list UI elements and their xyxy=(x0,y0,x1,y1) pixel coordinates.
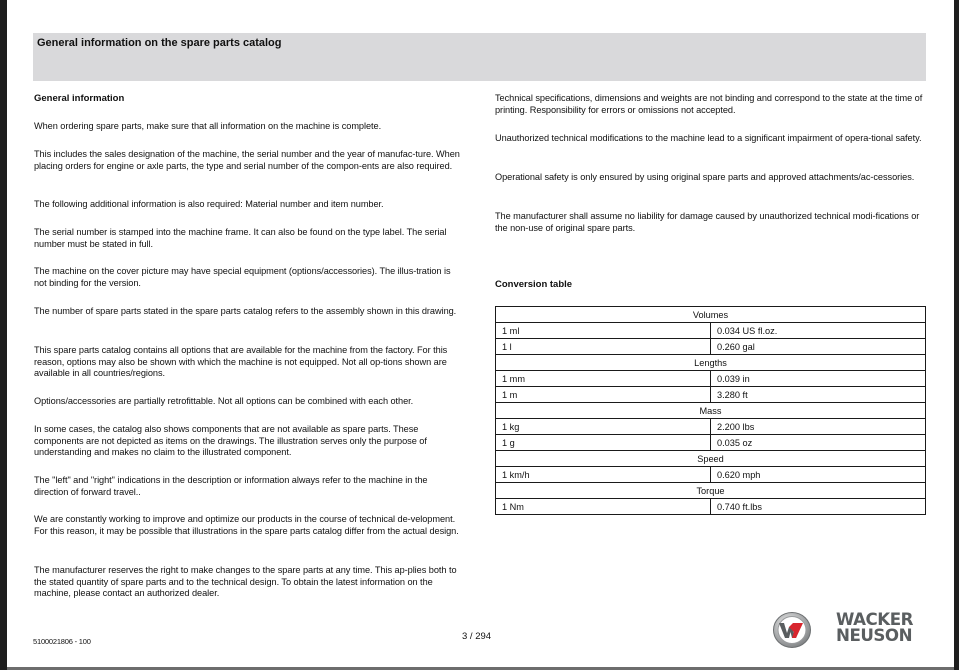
viewer-frame-right xyxy=(954,0,959,670)
paragraph: In some cases, the catalog also shows components that are not available as spare parts. These components are not depicted as items on the drawings. The illustration serves only the purpose of understanding and makes no claim to the illustrated component. xyxy=(34,424,427,458)
table-row xyxy=(496,387,926,403)
table-row xyxy=(496,371,926,387)
logo-line-2: NEUSON xyxy=(836,626,913,646)
table-group-row xyxy=(496,307,926,323)
viewer-frame-left xyxy=(0,0,7,670)
metric-unit-cell: 1 g xyxy=(496,435,711,451)
imperial-value-cell: 0.039 in xyxy=(711,371,926,387)
paragraph: When ordering spare parts, make sure that all information on the machine is complete. xyxy=(34,121,382,131)
metric-unit-cell: 1 kg xyxy=(496,419,711,435)
page-header-bar xyxy=(33,33,926,81)
paragraph: Options/accessories are partially retrofittable. Not all options can be combined with each other. xyxy=(34,396,414,406)
table-row xyxy=(496,323,926,339)
table-row xyxy=(496,339,926,355)
table-group-header: Torque xyxy=(496,483,926,499)
paragraph: We are constantly working to improve and optimize our products in the course of technical de-velopment. For this reason, it may be possible that illustrations in the spare parts catalog differ from the actual design. xyxy=(34,514,459,536)
imperial-value-cell: 0.620 mph xyxy=(711,467,926,483)
metric-unit-cell: 1 m xyxy=(496,387,711,403)
paragraph: This spare parts catalog contains all options that are available for the machine from the factory. For this reason, options may also be shown with which the machine is not equipped. Not all op-tions shown are available in all countries/regions. xyxy=(34,345,448,379)
imperial-value-cell: 0.260 gal xyxy=(711,339,926,355)
logo-line-1: WACKER xyxy=(836,610,913,630)
table-group-header: Lengths xyxy=(496,355,926,371)
wacker-neuson-emblem-icon xyxy=(772,611,812,649)
paragraph: Operational safety is only ensured by using original spare parts and approved attachments/ac-cessories. xyxy=(495,172,915,182)
table-group-header: Mass xyxy=(496,403,926,419)
document-number: 5100021806 - 100 xyxy=(33,637,91,646)
table-row xyxy=(496,499,926,515)
paragraph: This includes the sales designation of the machine, the serial number and the year of manufac-ture. When placing orders for engine or axle parts, the type and serial number of the compon-ents are also required. xyxy=(34,149,460,171)
page-title: General information on the spare parts catalog xyxy=(37,37,282,49)
table-group-row xyxy=(496,451,926,467)
metric-unit-cell: 1 km/h xyxy=(496,467,711,483)
table-group-header: Volumes xyxy=(496,307,926,323)
paragraph: The serial number is stamped into the machine frame. It can also be found on the type label. The serial number must be stated in full. xyxy=(34,227,447,249)
table-row xyxy=(496,419,926,435)
paragraph: The manufacturer shall assume no liability for damage caused by unauthorized technical modi-fications or the non-use of original spare parts. xyxy=(495,211,920,233)
section-heading-general-information: General information xyxy=(34,93,125,104)
table-row xyxy=(496,467,926,483)
metric-unit-cell: 1 l xyxy=(496,339,711,355)
paragraph: Unauthorized technical modifications to the machine lead to a significant impairment of opera-tional safety. xyxy=(495,133,922,143)
imperial-value-cell: 0.740 ft.lbs xyxy=(711,499,926,515)
table-group-header: Speed xyxy=(496,451,926,467)
conversion-table-heading: Conversion table xyxy=(495,279,573,290)
table-row xyxy=(496,435,926,451)
page-indicator: 3 / 294 xyxy=(462,631,492,642)
imperial-value-cell: 0.035 oz xyxy=(711,435,926,451)
metric-unit-cell: 1 ml xyxy=(496,323,711,339)
imperial-value-cell: 3.280 ft xyxy=(711,387,926,403)
paragraph: The following additional information is also required: Material number and item number. xyxy=(34,199,384,209)
paragraph: The machine on the cover picture may have special equipment (options/accessories). The illus-tration is not binding for the version. xyxy=(34,266,451,288)
table-group-row xyxy=(496,483,926,499)
wacker-neuson-wordmark xyxy=(836,612,913,644)
table-group-row xyxy=(496,355,926,371)
table-group-row xyxy=(496,403,926,419)
metric-unit-cell: 1 mm xyxy=(496,371,711,387)
imperial-value-cell: 0.034 US fl.oz. xyxy=(711,323,926,339)
imperial-value-cell: 2.200 lbs xyxy=(711,419,926,435)
paragraph: Technical specifications, dimensions and weights are not binding and correspond to the state at the time of printing. Responsibility for errors or omissions not accepted. xyxy=(495,93,923,115)
metric-unit-cell: 1 Nm xyxy=(496,499,711,515)
paragraph: The number of spare parts stated in the spare parts catalog refers to the assembly shown in this drawing. xyxy=(34,306,457,316)
paragraph: The "left" and "right" indications in the description or information always refer to the machine in the direction of forward travel.. xyxy=(34,475,428,497)
conversion-table xyxy=(495,306,926,515)
paragraph: The manufacturer reserves the right to make changes to the spare parts at any time. This ap-plies both to the stated quantity of spare parts and to the technical design. To obtain the latest information on the machine, please contact an authorized dealer. xyxy=(34,565,457,599)
